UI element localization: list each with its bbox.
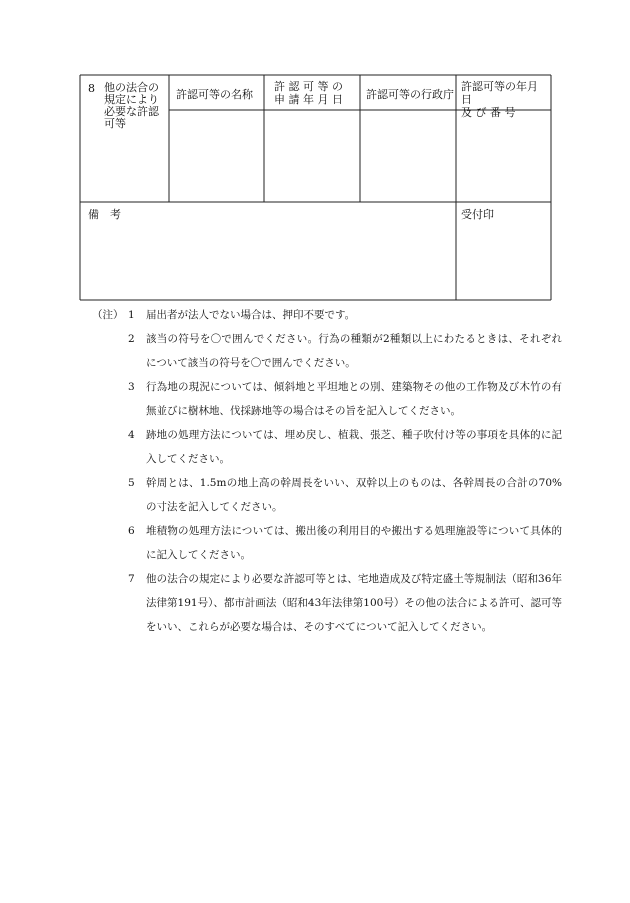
- note-text-3: 行為地の現況については、傾斜地と平坦地との別、建築物その他の工作物及び木竹の有無並びに樹林地、伐採跡地等の場合はその旨を記入してください。: [146, 381, 562, 417]
- note-num-2: 2: [128, 333, 135, 345]
- note-item-1: [92, 303, 562, 327]
- receipt-stamp-label: 受付印: [461, 208, 494, 221]
- section8-number: 8: [88, 82, 95, 95]
- note-num-5: 5: [128, 477, 135, 489]
- note-num-7: 7: [128, 573, 135, 585]
- note-num-6: 6: [128, 525, 135, 537]
- header-permit-name: 許認可等の名称: [176, 88, 253, 101]
- header-application-date: [274, 80, 350, 106]
- note-text-2: 該当の符号を〇で囲んでください。行為の種類が2種類以上にわたるときは、それぞれについて該当の符号を〇で囲んでください。: [146, 333, 562, 369]
- note-item-6: [128, 519, 562, 567]
- note-item-3: [128, 375, 562, 423]
- note-text-5: 幹周とは、1.5mの地上高の幹周長をいい、双幹以上のものは、各幹周長の合計の70%の寸法を記入してください。: [146, 477, 562, 513]
- note-num-4: 4: [128, 429, 135, 441]
- section8-label: 他の法合の規定により必要な許認可等: [104, 81, 159, 130]
- header-date-and-number: [461, 80, 547, 119]
- note-text-7: 他の法合の規定により必要な許認可等とは、宅地造成及び特定盛土等規制法（昭和36年法律第191号）、都市計画法（昭和43年法律第100号）その他の法合による許可、認可等をいい、これらが必要な場合は、そのすべてについて記入してください。: [146, 573, 562, 633]
- note-text-6: 堆積物の処理方法については、搬出後の利用目的や搬出する処理施設等について具体的に記入してください。: [146, 525, 562, 561]
- header-date-and-number-line2: 及 び 番 号: [461, 106, 516, 119]
- notes-section: [92, 303, 562, 639]
- header-date-and-number-line1: 許認可等の年月日: [461, 80, 538, 106]
- notes-prefix: （注）: [92, 309, 124, 321]
- remarks-label: 備 考: [88, 208, 121, 221]
- header-application-date-line2: 申 請 年 月 日: [274, 93, 343, 106]
- header-application-date-line1: 許 認 可 等 の: [274, 80, 343, 93]
- header-authority: 許認可等の行政庁: [366, 88, 454, 101]
- note-item-5: [128, 471, 562, 519]
- note-num-3: 3: [128, 381, 135, 393]
- note-text-1: 届出者が法人でない場合は、押印不要です。: [146, 309, 356, 321]
- note-item-2: [128, 327, 562, 375]
- note-text-4: 跡地の処理方法については、埋め戻し、植栽、張芝、種子吹付け等の事項を具体的に記入してください。: [146, 429, 562, 465]
- note-item-4: [128, 423, 562, 471]
- note-item-7: [128, 567, 562, 639]
- note-num-1: 1: [128, 309, 135, 321]
